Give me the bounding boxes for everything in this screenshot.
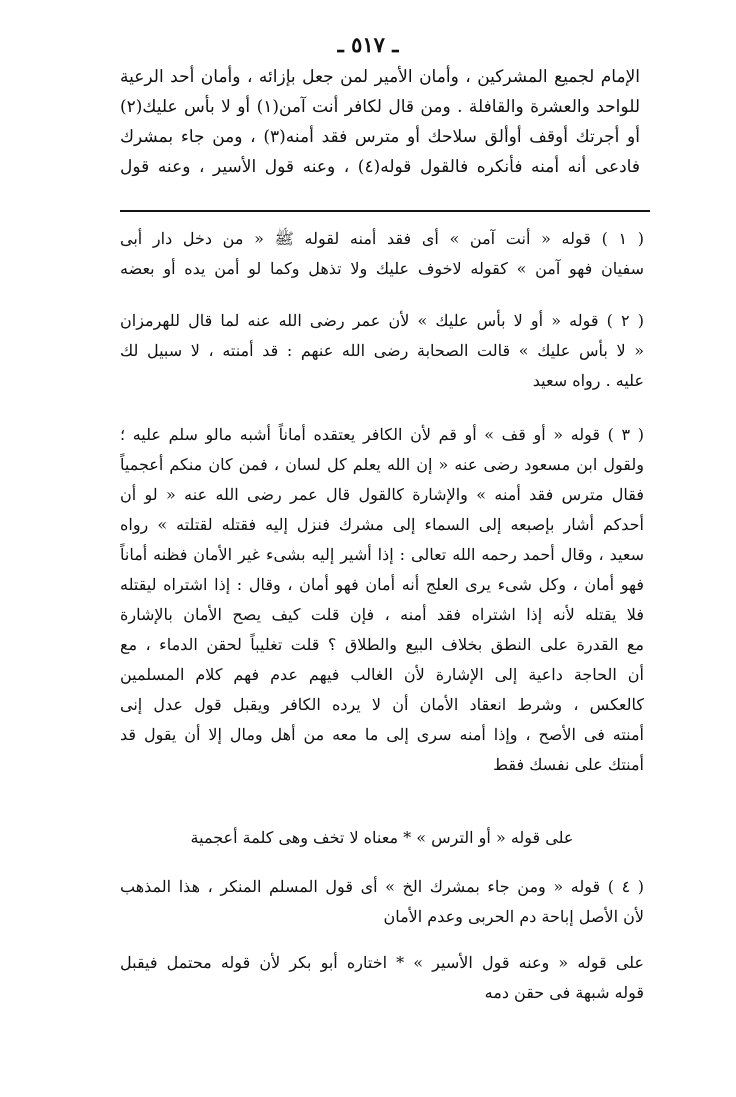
footnote-4 bbox=[120, 872, 644, 932]
main-text-line: للواحد والعشرة والقافلة . ومن قال لكافر أنت آمن(١) أو لا بأس عليك(٢) bbox=[120, 97, 640, 117]
footnote-2 bbox=[120, 306, 644, 396]
footnote-line: أمنته فى الأصح ، وإذا أمنه سرى إلى ما معه من أهل ومال إلا أن يقول قد bbox=[120, 725, 644, 744]
footnote-1 bbox=[120, 224, 644, 284]
commentary-line: على قوله « وعنه قول الأسير » * اختاره أبو بكر لأن قوله محتمل فيقبل bbox=[120, 953, 644, 972]
main-text-line: أو أجرتك أوقف أوألق سلاحك أو مترس فقد أمنه(٣) ، ومن جاء بمشرك bbox=[120, 127, 640, 147]
commentary-line: على قوله « أو الترس » * معناه لا تخف وهى كلمة أعجمية bbox=[190, 828, 574, 847]
footnote-line: أمنتك على نفسك فقط bbox=[493, 755, 644, 774]
footnote-line: « لا بأس عليك » قالت الصحابة رضى الله عنهم : قد أمنته ، لا سبيل لك bbox=[120, 341, 644, 360]
footnote-line: مع القدرة على النطق بخلاف البيع والطلاق ؟ قلت تغليباً لحقن الدماء ، مع bbox=[120, 635, 644, 654]
footnote-divider bbox=[120, 210, 650, 212]
footnote-line: ( ٣ ) قوله « أو قف » أو قم لأن الكافر يعتقده أماناً أشبه مالو سلم عليه ؛ bbox=[120, 425, 644, 444]
footnote-line: لأن الأصل إباحة دم الحربى وعدم الأمان bbox=[383, 907, 644, 926]
page-number: ـ ٥١٧ ـ bbox=[337, 32, 399, 57]
commentary-note-1 bbox=[120, 823, 644, 853]
footnote-line: سعيد ، وقال أحمد رحمه الله تعالى : إذا أشير إليه بشىء غير الأمان فظنه أماناً bbox=[120, 545, 644, 564]
footnote-line: فهو أمان ، وكل شىء يرى العلج أنه أمان فهو أمان ، وقال : إذا اشتراه ليقتله bbox=[120, 575, 644, 594]
footnote-line: عليه . رواه سعيد bbox=[532, 371, 644, 390]
commentary-line: قوله شبهة فى حقن دمه bbox=[484, 983, 644, 1002]
footnote-line: فلا يقتله لأنه إذا اشتراه فقد أمنه ، فإن قلت كيف يصح الأمان بالإشارة bbox=[120, 605, 644, 624]
main-text-line: الإمام لجميع المشركين ، وأمان الأمير لمن جعل بإزائه ، وأمان أحد الرعية bbox=[120, 67, 640, 87]
footnote-line: ( ١ ) قوله « أنت آمن » أى فقد أمنه لقوله ﷺ « من دخل دار أبى bbox=[120, 229, 644, 248]
footnote-line: ( ٤ ) قوله « ومن جاء بمشرك الخ » أى قول المسلم المنكر ، هذا المذهب bbox=[120, 877, 644, 896]
main-text-line: فادعى أنه أمنه فأنكره فالقول قوله(٤) ، وعنه قول الأسير ، وعنه قول bbox=[120, 157, 640, 177]
footnote-3 bbox=[120, 420, 644, 780]
commentary-note-2 bbox=[120, 948, 644, 1008]
footnote-line: سفيان فهو آمن » كقوله لاخوف عليك ولا تذهل وكما لو أمن يده أو بعضه bbox=[120, 259, 644, 278]
footnote-line: أحدكم أشار بإصبعه إلى السماء إلى مشرك فنزل إليه فقتله لقتلته » رواه bbox=[120, 515, 644, 534]
footnote-line: ( ٢ ) قوله « أو لا بأس عليك » لأن عمر رضى الله عنه لما قال للهرمزان bbox=[120, 311, 644, 330]
footnote-line: فقال مترس فقد أمنه » والإشارة كالقول قال عمر رضى الله عنه « لو أن bbox=[120, 485, 644, 504]
footnote-line: كالعكس ، وشرط انعقاد الأمان أن لا يرده الكافر ويقبل قول عدل إنى bbox=[120, 695, 644, 714]
main-text-block bbox=[120, 62, 640, 182]
footnote-line: أن الحاجة داعية إلى الإشارة لأن الغالب فيهم عدم فهم كلام المسلمين bbox=[120, 665, 644, 684]
footnote-line: ولقول ابن مسعود رضى عنه « إن الله يعلم كل لسان ، فمن كان منكم أعجمياً bbox=[120, 455, 644, 474]
